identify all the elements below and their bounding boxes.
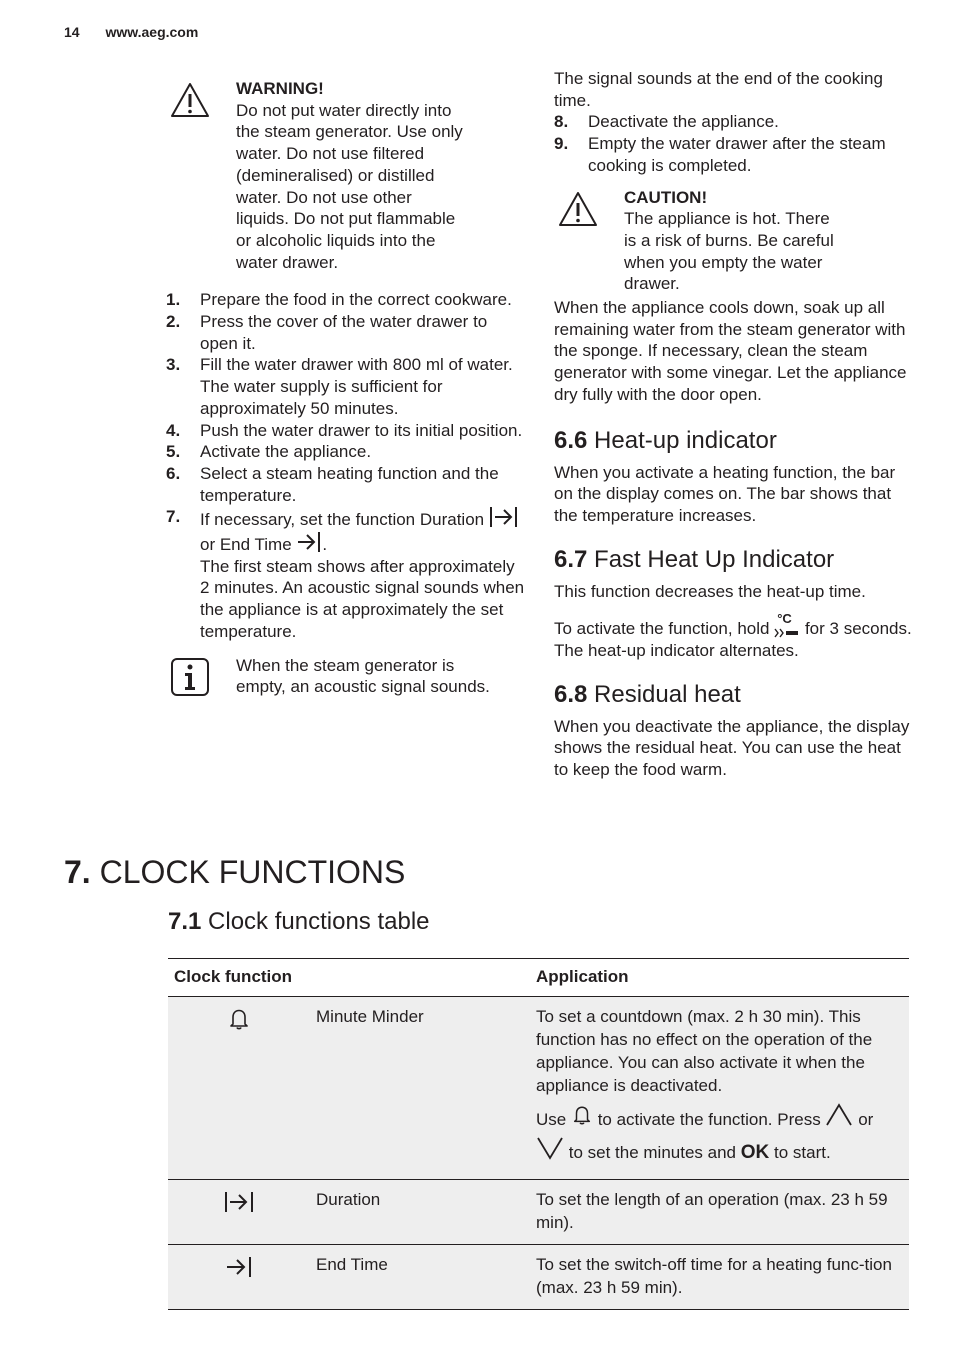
info-icon	[170, 657, 210, 697]
list-item: 4. Push the water drawer to its initial position.	[166, 420, 523, 440]
clock-function-name: End Time	[310, 1245, 530, 1310]
section-heading-6-7: 6.7 Fast Heat Up Indicator	[554, 545, 835, 573]
column-header-application: Application	[530, 959, 909, 997]
duration-icon	[489, 506, 519, 528]
info-note	[166, 655, 526, 703]
table-header-row	[168, 959, 909, 997]
clock-functions-table	[168, 958, 909, 1310]
chapter-heading: 7. CLOCK FUNCTIONS	[64, 854, 406, 890]
clock-function-name: Duration	[310, 1180, 530, 1245]
section-heading-7-1: 7.1 Clock functions table	[168, 908, 430, 935]
section-text-6-7: This function decreases the heat-up time.	[554, 581, 866, 601]
table-row	[168, 1245, 909, 1310]
website: www.aeg.com	[105, 24, 199, 40]
fast-heat-up-icon: °C	[774, 616, 800, 638]
list-item: 3. Fill the water drawer with 800 ml of water. The water supply is sufficient for approximately 50 minutes.	[166, 355, 513, 418]
list-item: 7. If necessary, set the function Duration or End Time . The first steam shows after approximately 2 minutes. An acoustic signal sounds when the appliance is at approximately the set temperature.	[166, 507, 525, 641]
list-item: 2. Press the cover of the water drawer to open it.	[166, 312, 488, 353]
end-time-icon	[296, 531, 322, 553]
list-item: 8. Deactivate the appliance.	[554, 112, 779, 132]
section-text-6-6: When you activate a heating function, the bar on the display comes on. The bar shows that the temperature increases.	[554, 462, 896, 525]
signal-text: The signal sounds at the end of the cooking time.	[554, 69, 883, 110]
bell-icon	[227, 1007, 251, 1031]
list-item: 5. Activate the appliance.	[166, 442, 372, 462]
caution-title: CAUTION!	[624, 187, 708, 207]
steps-list-continued	[554, 111, 914, 176]
end-time-icon	[225, 1255, 253, 1279]
table-row	[168, 997, 909, 1180]
list-item: 9. Empty the water drawer after the steam cooking is completed.	[554, 134, 886, 175]
caution-note	[554, 187, 914, 296]
info-text: When the steam generator is empty, an acoustic signal sounds.	[236, 655, 490, 697]
chevron-down-icon	[536, 1136, 564, 1160]
caution-text: The appliance is hot. There is a risk of burns. Be careful when you empty the water drawer.	[624, 209, 834, 294]
bell-icon	[571, 1103, 593, 1127]
clock-function-application: To set the switch-off time for a heating func-tion (max. 23 h 59 min).	[530, 1245, 909, 1310]
list-item: 1. Prepare the food in the correct cookware.	[166, 290, 512, 310]
warning-triangle-icon	[170, 82, 210, 118]
clock-function-application: To set a countdown (max. 2 h 30 min). This function has no effect on the operation of the appliance. You can also activate it when the appliance is deactivated. Use to activate the function. Press or to set the minutes and OK to start.	[530, 997, 909, 1180]
ok-icon: OK	[740, 1142, 770, 1163]
caution-triangle-icon	[558, 191, 598, 227]
section-text-6-7-b: To activate the function, hold °C for 3 seconds. The heat-up indicator alternates.	[554, 611, 912, 661]
chevron-up-icon	[825, 1103, 853, 1127]
page-header	[64, 24, 198, 40]
section-text-6-8: When you deactivate the appliance, the display shows the residual heat. You can use the heat to keep the food warm.	[554, 716, 910, 780]
warning-text: Do not put water directly into the steam generator. Use only water. Do not use filtered (demineralised) or distilled water. Do not use other liquids. Do not put flammable or alcoholic liquids into the water drawer.	[236, 100, 463, 272]
clock-function-application: To set the length of an operation (max. 23 h 59 min).	[530, 1180, 909, 1245]
left-column	[166, 78, 526, 702]
list-item: 6. Select a steam heating function and the temperature.	[166, 463, 499, 505]
page-number: 14	[64, 24, 80, 40]
table-row	[168, 1180, 909, 1245]
right-column	[554, 68, 914, 781]
section-heading-6-8: 6.8 Residual heat	[554, 680, 741, 708]
duration-icon	[223, 1190, 255, 1214]
warning-title: WARNING!	[236, 79, 324, 98]
after-caution-text: When the appliance cools down, soak up all remaining water from the steam generator with the sponge. If necessary, clean the steam generator with some vinegar. Let the appliance dry fully with the door open.	[554, 298, 907, 404]
clock-function-name: Minute Minder	[310, 997, 530, 1180]
section-heading-6-6: 6.6 Heat-up indicator	[554, 426, 777, 454]
steps-list	[166, 289, 526, 642]
column-header-clock-function: Clock function	[168, 959, 530, 997]
warning-note	[166, 78, 526, 273]
